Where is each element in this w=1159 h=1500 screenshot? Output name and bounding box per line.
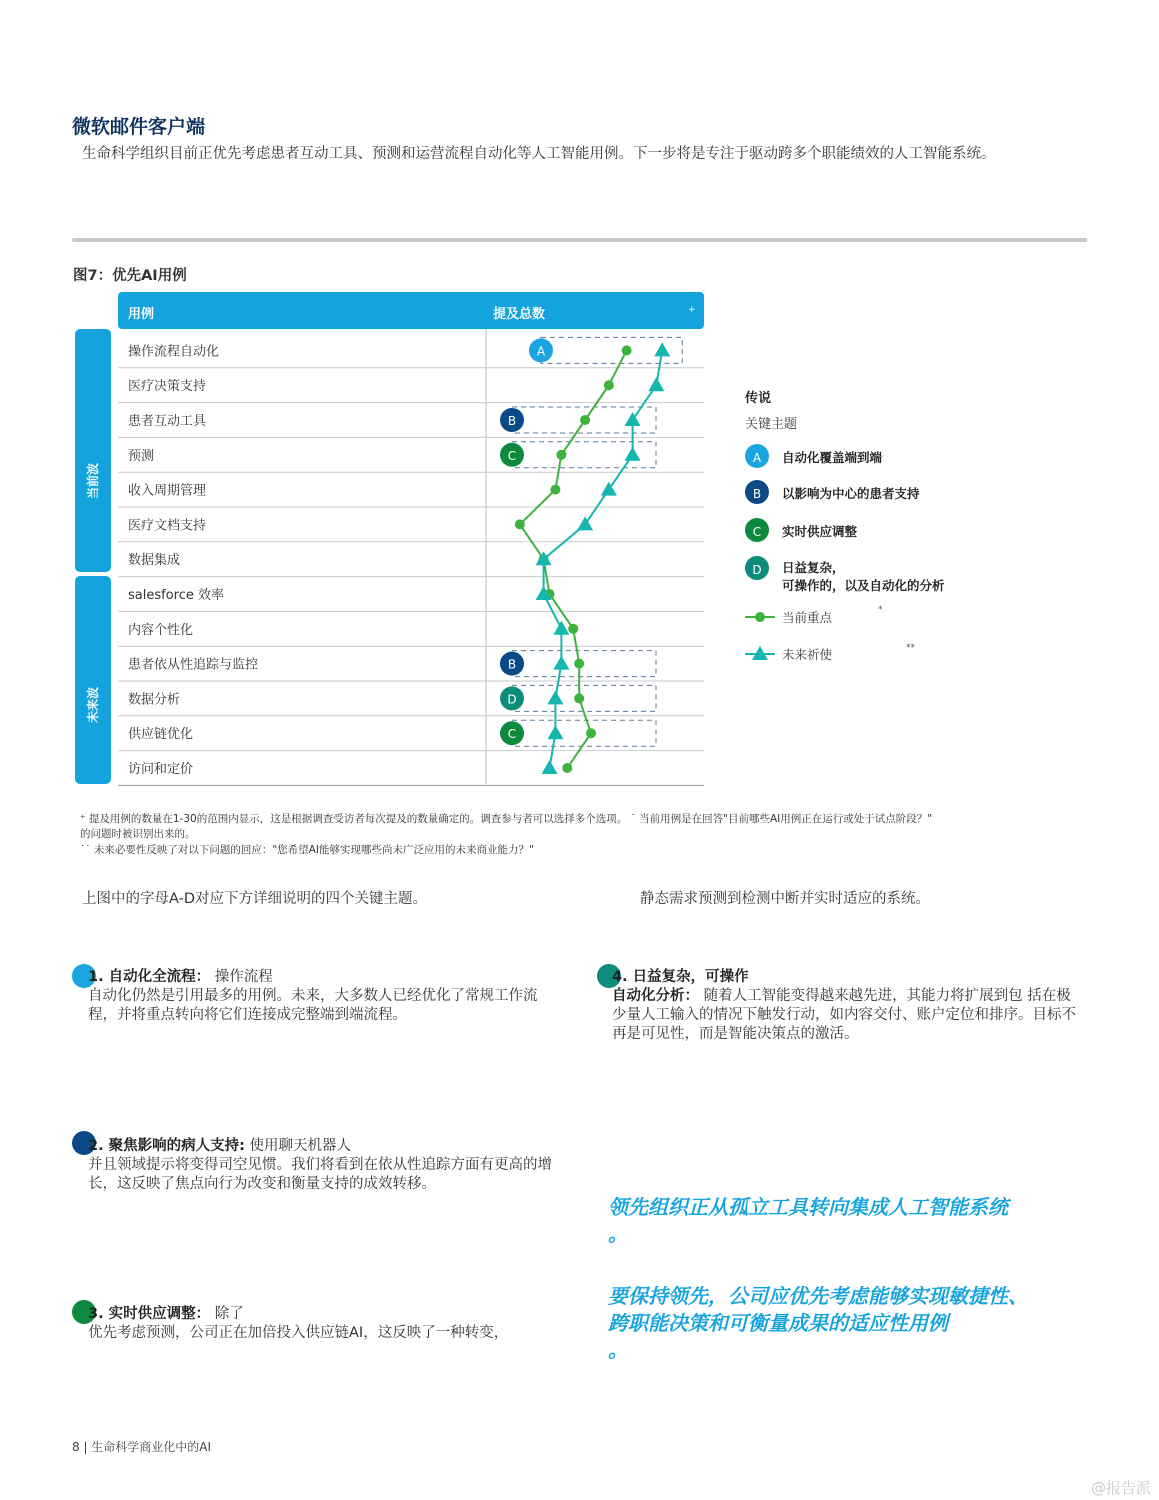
pull-quote-1 [608, 1194, 1078, 1248]
right-column-intro: 静态需求预测到检测中断并实时适应的系统。 [640, 891, 930, 907]
category-label: 数据集成 [128, 553, 181, 569]
pull-quote-2-text: 要保持领先，公司应优先考虑能够实现敏捷性、跨职能决策和可衡量成果的适应性用例 [608, 1284, 1028, 1335]
future-imperative-line [544, 350, 663, 768]
legend-letter-a: A [752, 451, 762, 465]
category-label: 访问和定价 [128, 762, 194, 777]
theme-2-body: 并且领域提示将变得司空见惯。我们将看到在依从性追踪方面有更高的增长，这反映了焦点向行为改变和衡量支持的成效转移。 [88, 1157, 552, 1192]
future-wave-bar [75, 576, 111, 784]
theme-3 [88, 1305, 528, 1343]
current-focus-point [574, 659, 584, 669]
legend-current-marker [755, 612, 765, 622]
intro-paragraph: 生命科学组织目前正优先考虑患者互动工具、预测和运营流程自动化等人工智能用例。下一步将是专注于驱动跨多个职能绩效的人工智能系统。 [82, 146, 996, 162]
header-use-case: 用例 [128, 307, 155, 322]
row-theme-letter: B [507, 657, 517, 672]
pull-quote-2 [608, 1283, 1038, 1364]
pull-quote-2-end: 。 [608, 1338, 628, 1362]
theme-3-body: 优先考虑预测，公司正在加倍投入供应链AI，这反映了一种转变， [88, 1325, 509, 1341]
theme-1-body: 自动化仍然是引用最多的用例。未来，大多数人已经优化了常规工作流程，并将重点转向将它们连接成完整端到端流程。 [88, 988, 538, 1023]
header-mark: + [688, 305, 696, 315]
category-label: 医疗文档支持 [128, 518, 207, 534]
legend-future-imperative [745, 643, 916, 662]
legend-item-b [745, 480, 920, 504]
row-theme-letter: A [536, 344, 546, 359]
future-wave-label: 未来波 [86, 686, 100, 724]
future-imperative-point [542, 760, 558, 774]
table-header-bar [118, 292, 704, 329]
current-focus-point [580, 415, 590, 425]
theme-3-title-rest: 除了 [210, 1306, 244, 1322]
theme-3-title: 3. 实时供应调整： [88, 1306, 211, 1322]
current-focus-point [550, 485, 560, 495]
current-focus-point [515, 519, 525, 529]
theme-2-title-rest: 使用聊天机器人 [244, 1138, 352, 1154]
row-theme-letter: D [507, 692, 517, 707]
footnote-2: 的问题时被识别出来的。 [80, 828, 196, 840]
category-label: 医疗决策支持 [128, 379, 207, 395]
theme-2-title: 2. 聚焦影响的病人支持: [88, 1138, 245, 1154]
legend-label-b: 以影响为中心的患者支持 [782, 486, 920, 501]
current-wave-label: 当前波 [86, 462, 100, 500]
row-theme-letter: C [507, 448, 517, 463]
legend-future-label: 未来祈使 [782, 647, 833, 662]
row-theme-letter: C [507, 727, 517, 742]
legend-item-d [745, 556, 945, 593]
future-imperative-point [577, 516, 593, 530]
future-imperative-point [625, 412, 641, 426]
category-label: 预测 [128, 448, 155, 464]
pull-quote-1-end: 。 [608, 1222, 628, 1246]
legend-current-mark: * [878, 605, 883, 615]
theme-4-subtitle: 自动化分析： [612, 988, 699, 1004]
page-footer: 8 | 生命科学商业化中的AI [72, 1440, 212, 1454]
legend-title: 传说 [745, 391, 772, 406]
current-focus-point [574, 693, 584, 703]
legend-letter-c: C [752, 525, 762, 539]
theme-4-body-first: 随着人工智能变得越来越先进，其能力将扩展到包 [699, 988, 1023, 1004]
current-focus-point [562, 763, 572, 773]
letters-explanation: 上图中的字母A-D对应下方详细说明的四个关键主题。 [82, 891, 427, 907]
category-label: 患者互动工具 [128, 414, 207, 429]
header-mentions: 提及总数 [493, 307, 546, 322]
row-theme-letter: B [507, 414, 517, 428]
theme-1 [88, 968, 558, 1025]
current-focus-point [568, 624, 578, 634]
theme-2 [88, 1137, 563, 1194]
legend-label-d: 日益复杂， [782, 560, 845, 575]
footnote-1: ⁺ 提及用例的数量在1-30的范围内显示，这是根据调查受访者每次提及的数量确定的。调查参与者可以选择多个选项。 ˙ 当前用例是在回答"目前哪些AI用例正在运行或处于试点阶段？" [80, 813, 933, 825]
pull-quote-1-text: 领先组织正从孤立工具转向集成人工智能系统 [608, 1195, 1008, 1219]
figure-title: 图7：优先AI用例 [73, 268, 187, 284]
table-rows [118, 343, 704, 785]
legend-item-c [745, 518, 858, 542]
current-focus-point [586, 728, 596, 738]
legend-subtitle: 关键主题 [745, 417, 798, 432]
theme-1-title-rest: 操作流程 [210, 969, 273, 985]
category-label: 内容个性化 [128, 622, 194, 638]
series-lines [515, 342, 670, 774]
category-label: 操作流程自动化 [128, 344, 220, 360]
current-wave-bar [75, 329, 111, 572]
current-focus-point [622, 345, 632, 355]
legend-current-label: 当前重点 [782, 610, 833, 625]
theme-1-title: 1. 自动化全流程： [88, 969, 211, 985]
legend-future-mark: ** [906, 643, 915, 653]
legend-label-a: 自动化覆盖端到端 [782, 450, 883, 465]
future-imperative-point [547, 725, 563, 739]
theme-4 [612, 968, 1082, 1044]
future-imperative-point [654, 342, 670, 356]
future-imperative-point [553, 656, 569, 670]
future-imperative-point [601, 482, 617, 496]
footnote-3: ˙˙ 未来必要性反映了对以下问题的回应："您希望AI能够实现哪些尚未广泛应用的未来商业能力？" [80, 844, 534, 856]
future-imperative-point [648, 377, 664, 391]
current-focus-point [556, 450, 566, 460]
section-title: 微软邮件客户端 [72, 116, 206, 138]
theme-4-title: 4. 日益复杂，可操作 [612, 969, 749, 985]
future-imperative-point [625, 447, 641, 461]
watermark: @报告派 [1090, 1479, 1151, 1497]
category-label: 数据分析 [128, 692, 181, 708]
category-label: salesforce 效率 [128, 588, 224, 603]
current-focus-point [604, 380, 614, 390]
current-focus-line [520, 350, 627, 768]
legend-label-d-2: 可操作的，以及自动化的分析 [782, 578, 945, 593]
legend-current-focus [745, 605, 883, 625]
theme-4-body: 括在极少量人工输入的情况下触发行动，如内容交付、账户定位和排序。目标不再是可见性，而是智能决策点的激活。 [612, 988, 1076, 1042]
legend-letter-d: D [752, 563, 762, 577]
category-label: 供应链优化 [128, 727, 194, 743]
category-label: 收入周期管理 [128, 483, 207, 499]
legend-item-a [745, 444, 883, 468]
future-imperative-point [553, 621, 569, 635]
category-label: 患者依从性追踪与监控 [128, 657, 259, 673]
future-imperative-point [547, 690, 563, 704]
legend-label-c: 实时供应调整 [782, 524, 858, 539]
legend-letter-b: B [752, 487, 762, 501]
